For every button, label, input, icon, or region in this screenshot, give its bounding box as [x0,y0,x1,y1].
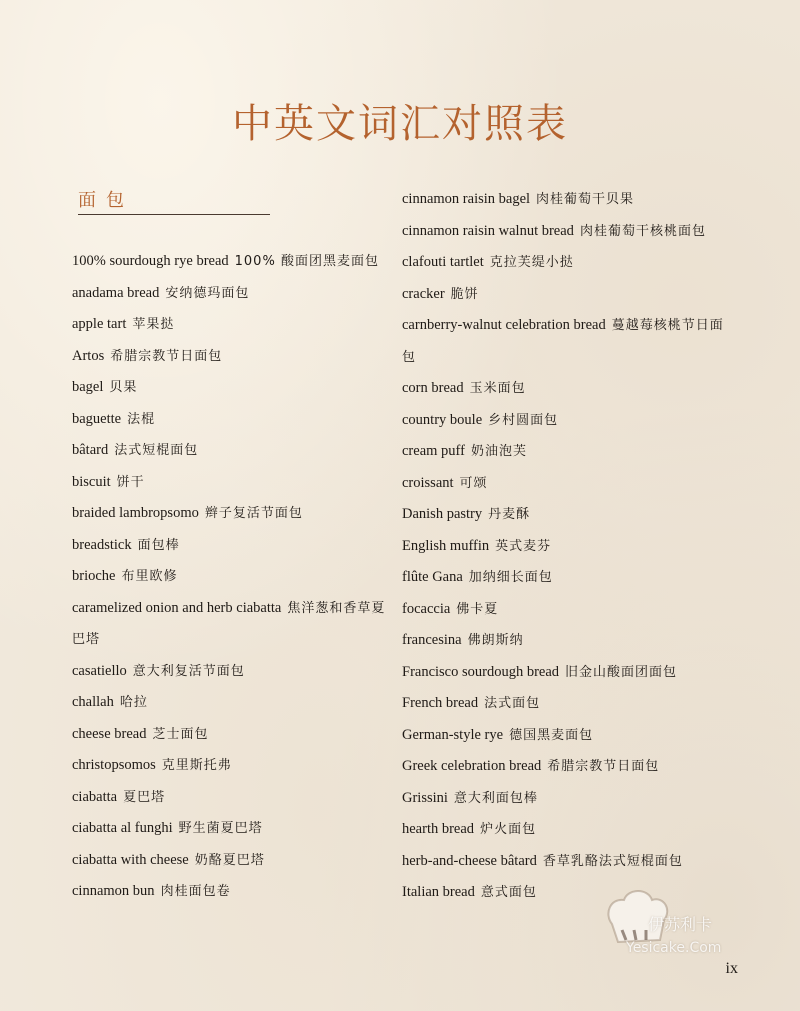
entry-chinese: 香草乳酪法式短棍面包 [542,853,683,869]
entry-chinese: 克里斯托弗 [161,758,232,773]
watermark-cn: 伊苏利卡 [648,915,713,934]
entry-chinese: 饼干 [116,474,145,490]
entry-chinese: 蔓越莓核桃节日面包 [402,318,724,365]
section-heading [78,186,270,215]
entry-english: cheese bread [72,725,147,742]
glossary-entry [72,372,390,404]
glossary-entry [402,783,732,815]
entry-english: cinnamon bun [72,883,155,899]
entry-chinese: 哈拉 [119,695,148,710]
entry-english: country boule [402,411,483,428]
glossary-entry [402,279,732,311]
glossary-entry [402,720,732,752]
entry-chinese: 安纳德玛面包 [165,285,250,301]
entry-english: croissant [402,474,454,491]
glossary-entry [402,216,732,248]
entry-chinese: 旧金山酸面团面包 [565,664,678,680]
entry-chinese: 布里欧修 [121,569,178,584]
entry-chinese: 芝士面包 [152,726,209,742]
entry-chinese: 玉米面包 [469,381,526,396]
entry-chinese: 奶油泡芙 [470,444,527,459]
entry-english: francesina [402,632,462,648]
glossary-entry [72,341,390,373]
glossary-entry [402,436,732,468]
entry-chinese: 肉桂面包卷 [160,884,231,899]
entry-english: Francisco sourdough bread [402,663,560,680]
entry-english: bagel [72,379,104,395]
left-column [72,246,390,908]
page-number: ix [725,960,738,977]
page-title: 中英文词汇对照表 [232,101,568,147]
entry-english: ciabatta with cheese [72,851,189,868]
glossary-entry [402,657,732,689]
entry-english: cracker [402,285,445,302]
glossary-entry [72,813,390,845]
entry-chinese: 苹果挞 [132,317,175,332]
entry-english: carnberry-walnut celebration bread [402,317,606,333]
glossary-entry [72,845,390,877]
entry-english: ciabatta al funghi [72,820,173,836]
glossary-entry [402,373,732,405]
entry-chinese: 夏巴塔 [123,789,166,805]
entry-chinese: 肉桂葡萄干核桃面包 [579,223,706,239]
entry-english: breadstick [72,536,132,553]
watermark-en: Yesicake.Com [626,940,722,956]
glossary-entry [402,625,732,657]
entry-chinese: 意大利面包棒 [453,790,538,806]
entry-chinese: 可颂 [459,475,488,491]
glossary-entry [72,435,390,467]
entry-english: Grissini [402,789,448,806]
glossary-entry [402,247,732,279]
glossary-entry [402,814,732,846]
entry-chinese: 法棍 [127,411,156,427]
entry-english: Italian bread [402,884,475,900]
entry-english: christopsomos [72,757,156,773]
glossary-entry [402,594,732,626]
entry-chinese: 焦洋葱和香草夏巴塔 [72,600,386,647]
entry-english: Greek celebration bread [402,758,542,774]
entry-english: cinnamon raisin bagel [402,191,531,207]
entry-english: hearth bread [402,821,475,837]
entry-english: anadama bread [72,284,160,301]
glossary-entry [402,751,732,783]
glossary-entry [72,246,390,278]
glossary-entry [72,278,390,310]
entry-chinese: 辫子复活节面包 [204,506,303,521]
entry-chinese: 奶酪夏巴塔 [194,852,265,868]
entry-chinese: 克拉芙缇小挞 [489,255,574,270]
entry-chinese: 英式麦芬 [495,538,552,554]
glossary-entry [402,562,732,594]
entry-english: herb-and-cheese bâtard [402,852,537,869]
right-column [402,184,732,909]
entry-chinese: 贝果 [109,380,138,395]
entry-english: biscuit [72,473,111,490]
glossary-entry [402,184,732,216]
entry-chinese: 乡村圆面包 [488,412,559,428]
entry-chinese: 佛卡夏 [456,601,499,617]
section-title: 面包 [78,190,134,211]
glossary-entry [402,846,732,878]
entry-english: focaccia [402,600,451,617]
glossary-entry [72,309,390,341]
entry-english: Danish pastry [402,506,483,522]
glossary-entry [72,530,390,562]
glossary-entry [72,593,390,656]
entry-english: braided lambropsomo [72,505,199,521]
entry-english: bâtard [72,442,109,458]
entry-chinese: 面包棒 [137,537,180,553]
entry-english: cinnamon raisin walnut bread [402,222,574,239]
entry-english: brioche [72,568,116,584]
glossary-entry [402,405,732,437]
entry-english: clafouti tartlet [402,254,484,270]
entry-english: 100% sourdough rye bread [72,253,229,269]
glossary-entry [72,719,390,751]
entry-chinese: 意大利复活节面包 [132,663,245,679]
glossary-entry [72,876,390,908]
entry-chinese: 法式短棍面包 [114,443,199,458]
entry-english: cream puff [402,443,465,459]
entry-chinese: 加纳细长面包 [468,570,553,585]
entry-english: corn bread [402,380,464,396]
glossary-entry [72,561,390,593]
glossary-entry [72,687,390,719]
glossary-entry [72,467,390,499]
glossary-entry [72,750,390,782]
entry-chinese: 希腊宗教节日面包 [547,759,660,774]
entry-chinese: 肉桂葡萄干贝果 [536,192,635,207]
entry-chinese: 炉火面包 [480,822,537,837]
entry-chinese: 意式面包 [480,885,537,900]
entry-english: French bread [402,695,479,711]
entry-english: baguette [72,410,122,427]
entry-english: Artos [72,347,105,364]
glossary-entry [72,656,390,688]
glossary-entry [72,404,390,436]
entry-english: German-style rye [402,726,504,743]
entry-english: English muffin [402,537,490,554]
entry-chinese: 希腊宗教节日面包 [110,348,223,364]
glossary-entry [402,468,732,500]
entry-chinese: 100% 酸面团黑麦面包 [234,254,379,269]
glossary-entry [402,531,732,563]
entry-english: ciabatta [72,788,118,805]
entry-chinese: 德国黑麦面包 [509,727,594,743]
entry-chinese: 野生菌夏巴塔 [178,821,263,836]
entry-chinese: 佛朗斯纳 [467,633,524,648]
glossary-entry [402,688,732,720]
glossary-entry [402,310,732,373]
entry-english: caramelized onion and herb ciabatta [72,599,282,616]
entry-chinese: 丹麦酥 [488,507,531,522]
entry-english: casatiello [72,662,127,679]
glossary-entry [402,499,732,531]
glossary-entry [72,782,390,814]
entry-chinese: 法式面包 [484,696,541,711]
entry-english: flûte Gana [402,569,463,585]
entry-chinese: 脆饼 [450,286,479,302]
glossary-entry [72,498,390,530]
entry-english: apple tart [72,316,127,332]
entry-english: challah [72,694,114,710]
